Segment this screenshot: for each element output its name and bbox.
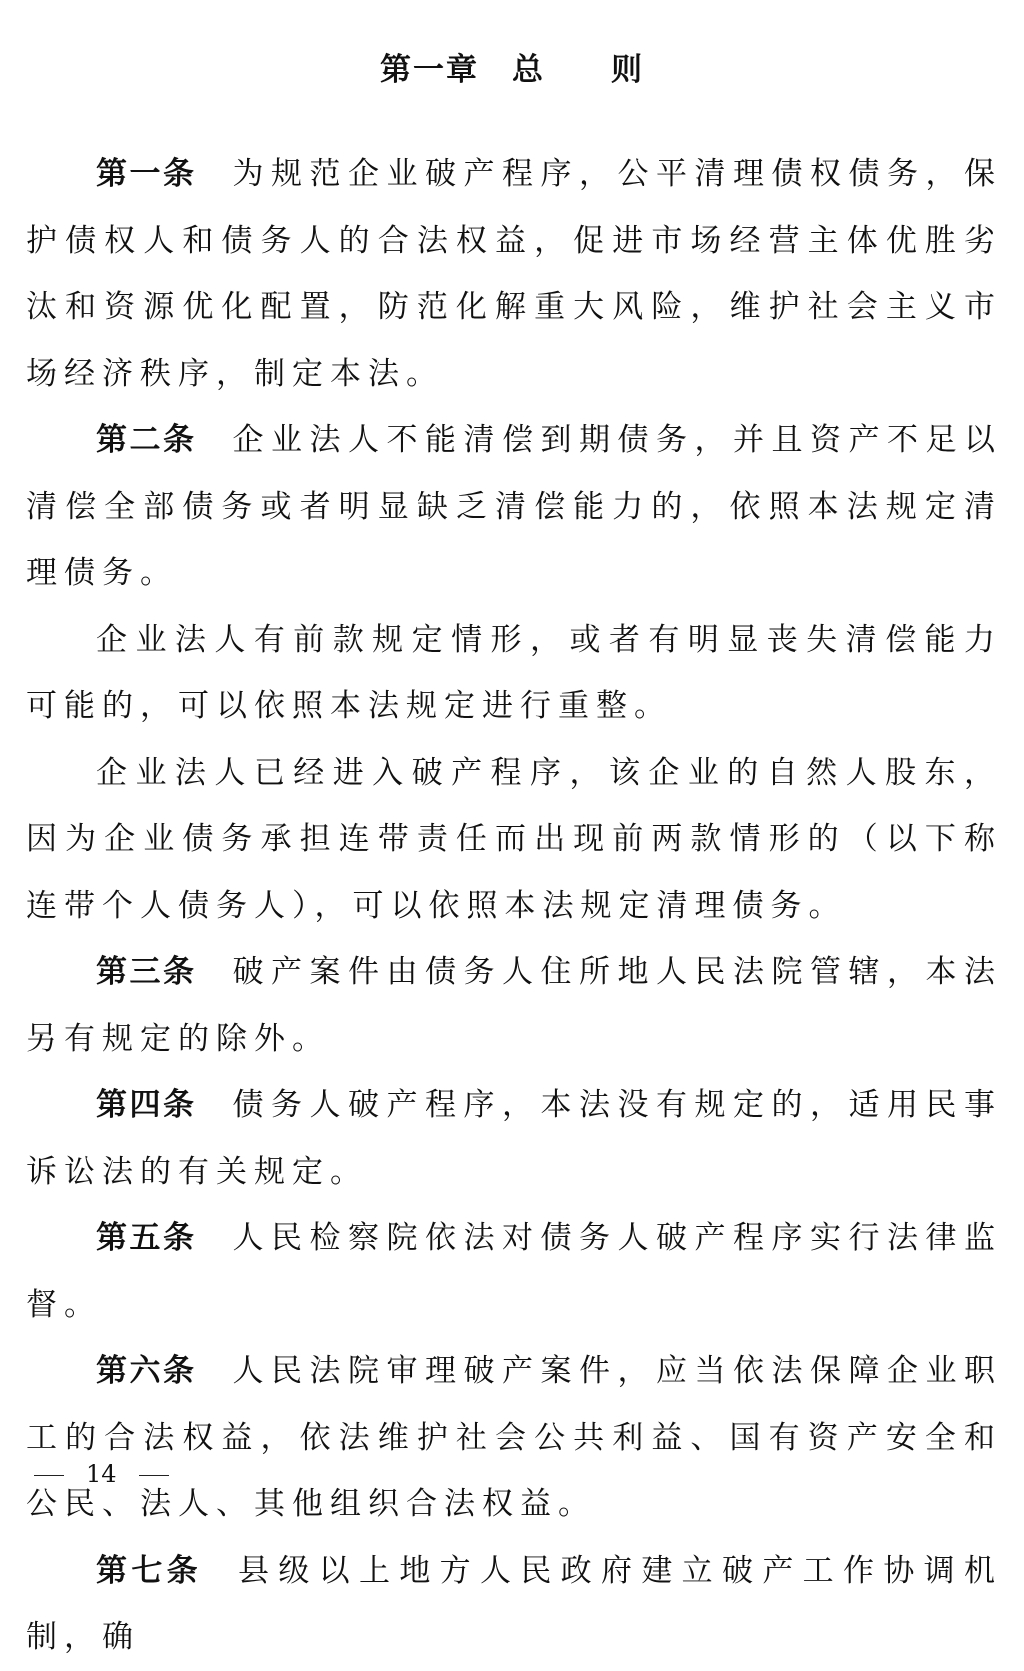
article-2-clause-3 xyxy=(26,740,1002,940)
article-number: 第一条 xyxy=(96,156,197,192)
article-number: 第三条 xyxy=(96,954,197,990)
chapter-title: 第一章 总 则 xyxy=(380,52,644,88)
article-number: 第五条 xyxy=(96,1220,197,1256)
article-number: 第四条 xyxy=(96,1087,197,1123)
article-2-paragraph xyxy=(26,407,1002,607)
article-number: 第七条 xyxy=(96,1552,202,1589)
footer-dash-right xyxy=(139,1475,169,1476)
article-text: 人民检察院依法对债务人破产程序实行法律监督。 xyxy=(26,1220,1002,1323)
clause-text: 企业法人有前款规定情形，或者有明显丧失清偿能力可能的，可以依照本法规定进行重整。 xyxy=(26,621,1002,724)
article-text: 县级以上地方人民政府建立破产工作协调机制，确 xyxy=(26,1552,1002,1655)
article-number: 第六条 xyxy=(96,1353,197,1389)
page-number: 14 xyxy=(86,1460,117,1488)
article-text: 为规范企业破产程序，公平清理债权债务，保护债权人和债务人的合法权益，促进市场经营主体优胜劣汰和资源优化配置，防范化解重大风险，维护社会主义市场经济秩序，制定本法。 xyxy=(26,156,1002,392)
article-text: 破产案件由债务人住所地人民法院管辖，本法另有规定的除外。 xyxy=(26,954,1002,1057)
clause-text: 企业法人已经进入破产程序，该企业的自然人股东，因为企业债务承担连带责任而出现前两款情形的（以下称连带个人债务人），可以依照本法规定清理债务。 xyxy=(26,754,1002,924)
article-4-paragraph xyxy=(26,1072,1002,1205)
page-footer xyxy=(34,1458,169,1490)
article-number: 第二条 xyxy=(96,422,197,458)
article-2-clause-2 xyxy=(26,607,1002,740)
article-7-paragraph xyxy=(26,1538,1002,1671)
article-text: 债务人破产程序，本法没有规定的，适用民事诉讼法的有关规定。 xyxy=(26,1087,1002,1190)
article-text: 企业法人不能清偿到期债务，并且资产不足以清偿全部债务或者明显缺乏清偿能力的，依照本法规定清理债务。 xyxy=(26,422,1002,591)
footer-dash-left xyxy=(34,1475,64,1476)
article-1-paragraph xyxy=(26,141,1002,407)
article-text: 人民法院审理破产案件，应当依法保障企业职工的合法权益，依法维护社会公共利益、国有资产安全和公民、法人、其他组织合法权益。 xyxy=(26,1353,1002,1522)
article-3-paragraph xyxy=(26,939,1002,1072)
article-6-paragraph xyxy=(26,1338,1002,1538)
body-text xyxy=(26,141,1002,1671)
article-5-paragraph xyxy=(26,1205,1002,1338)
